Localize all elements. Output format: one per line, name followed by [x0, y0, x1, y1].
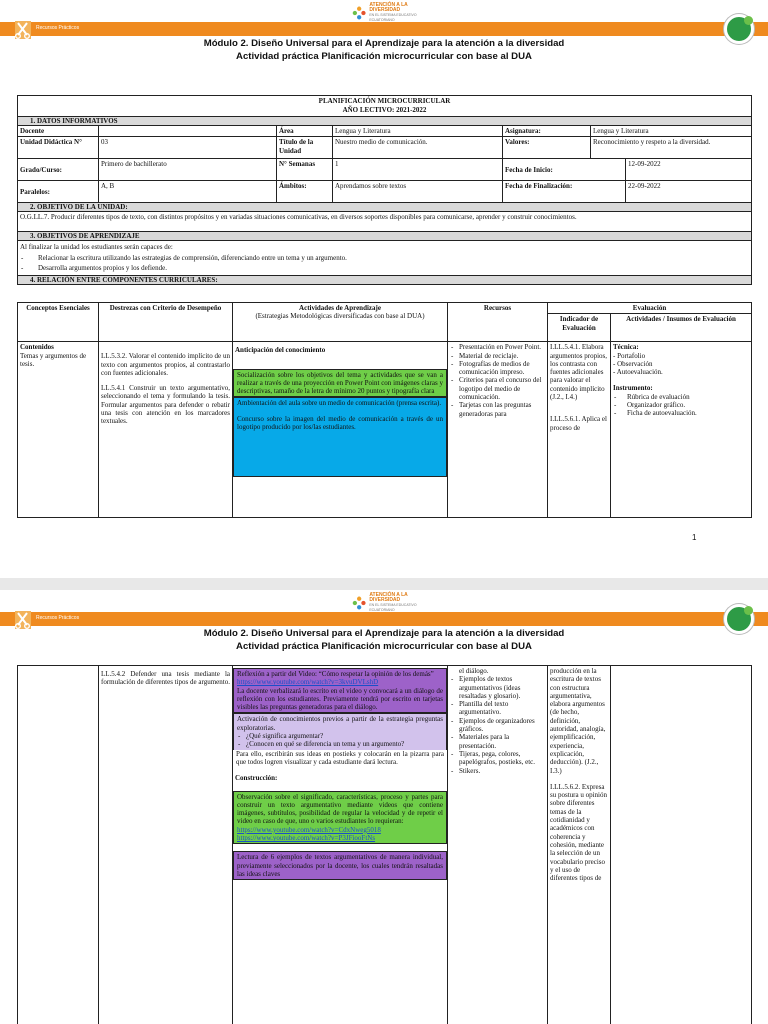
activity-socializacion: Socialización sobre los objetivos del tema y actividades que se van a realizar a través de una proyección en Power Point con imágenes claras y descriptivas, tamaño de la letra de mínimo 20 puntos y tipografía clara: [233, 369, 447, 398]
recurso-continued: el diálogo.: [459, 667, 489, 675]
curricular-table-continued: [17, 665, 752, 1024]
activity-title: Actividad práctica Planificación microcurricular con base al DUA: [236, 641, 532, 652]
activity-lectura: Lectura de 6 ejemplos de textos argumentativos de manera individual, previamente seleccionados por la docente, los cuales tendrán resaltadas las ideas claves: [233, 851, 447, 880]
titulo-value: Nuestro medio de comunicación.: [333, 137, 503, 159]
docente-row: [18, 126, 752, 137]
page-gap: [0, 578, 768, 590]
logo-title: ATENCIÓN A LA DIVERSIDAD: [369, 592, 408, 603]
paralelos-row: [18, 181, 752, 203]
planning-table: [17, 95, 752, 285]
col-recursos: Recursos: [448, 303, 548, 342]
instrumento-item: - Rúbrica de evaluación: [613, 393, 749, 401]
contenidos-value: Temas y argumentos de tesis.: [20, 351, 87, 368]
logo-title: ATENCIÓN A LA DIVERSIDAD: [369, 2, 408, 13]
tecnica-label: Técnica:: [613, 343, 639, 352]
activity-ambientacion-text: Ambientación del aula sobre un medio de comunicación (prensa escrita).: [237, 399, 442, 408]
unidad-label: Unidad Didáctica N°: [18, 137, 99, 159]
unidad-row: [18, 137, 752, 159]
col-actividades: Actividades de Aprendizaje: [299, 304, 381, 312]
fin-label: Fecha de Finalización:: [503, 181, 626, 203]
area-value: Lengua y Literatura: [333, 126, 503, 137]
activity-title: Actividad práctica Planificación microcurricular con base al DUA: [236, 51, 532, 62]
activity-video-text-2: La docente verbalizará lo escrito en el video y convocará a un diálogo de reflexión con los estudiantes. Previamente tendrá por escrito en tarjetas visibles las preguntas generadoras para el diálogo.: [237, 686, 443, 712]
band-label: Recursos Prácticos: [36, 25, 80, 31]
area-label: Área: [277, 126, 333, 137]
semanas-value: 1: [333, 159, 503, 181]
docente-label: Docente: [18, 126, 99, 137]
construccion-heading: Construcción:: [235, 774, 278, 783]
section-2-row: [18, 203, 752, 212]
indicador-1: I.LL.5.4.1. Elabora argumentos propios, los contrasta con fuentes adicionales para valorar el contenido implícito (J.2., I.4.): [550, 343, 608, 402]
conceptos-cell: [18, 666, 99, 1024]
indicador-3: I.LL.5.6.2. Expresa su postura u opinión sobre diferentes temas de la cotidianidad y académicos con coherencia y cohesión, mediante la selección de un vocabulario preciso y el uso de diferentes tipos de: [550, 782, 607, 883]
activity-preguntas: [233, 713, 447, 749]
curricular-content-row: [18, 342, 752, 518]
inicio-label: Fecha de Inicio:: [503, 159, 626, 181]
col-indicador: Indicador de Evaluación: [548, 314, 611, 342]
section-4-row: [18, 275, 752, 284]
tecnica-item: - Autoevaluación.: [613, 368, 663, 377]
destreza-3: LL.5.4.2 Defender una tesis mediante la formulación de diferentes tipos de argumento.: [101, 670, 230, 687]
semanas-label: N° Semanas: [277, 159, 333, 181]
school-year: AÑO LECTIVO: 2021-2022: [342, 106, 427, 114]
band-label: Recursos Prácticos: [36, 615, 80, 621]
grado-row: [18, 159, 752, 181]
header-band: [0, 22, 768, 36]
pregunta-item: - ¿Qué significa argumentar?: [237, 732, 443, 740]
contenidos-label: Contenidos: [20, 343, 54, 352]
col-conceptos: Conceptos Esenciales: [18, 303, 99, 342]
activity-preguntas-intro: Activación de conocimientos previos a partir de la estrategia preguntas exploratorias.: [237, 715, 443, 732]
activity-observacion: [233, 791, 447, 845]
asignatura-value: Lengua y Literatura: [591, 126, 752, 137]
pregunta-item: - ¿Conocen en qué se diferencia un tema y un argumento?: [237, 740, 443, 748]
module-title: Módulo 2. Diseño Universal para el Aprendizaje para la atención a la diversidad: [203, 628, 565, 639]
tecnica-item: - Observación: [613, 359, 653, 368]
unidad-value: 03: [99, 137, 277, 159]
section-2-title: 2. OBJETIVO DE LA UNIDAD:: [18, 203, 752, 212]
document-page-2: [0, 590, 768, 1024]
col-insumos: Actividades / Insumos de Evaluación: [611, 314, 752, 342]
recurso-item: - Material de reciclaje.: [450, 352, 545, 360]
col-destrezas: Destrezas con Criterio de Desempeño: [99, 303, 233, 342]
activity-video-reflexion: [233, 668, 447, 713]
section-1-title: 1. DATOS INFORMATIVOS: [18, 117, 752, 126]
recurso-item: - Ejemplos de organizadores gráficos.: [450, 717, 545, 734]
titulo-label: Título de la Unidad: [277, 137, 333, 159]
indicador-2: I.LL.5.6.1. Aplica el proceso de: [550, 415, 607, 432]
ambitos-label: Ámbitos:: [277, 181, 333, 203]
module-title: Módulo 2. Diseño Universal para el Aprendizaje para la atención a la diversidad: [203, 38, 565, 49]
video-link-1[interactable]: https://www.youtube.com/watch?v=3kvuDVLshD: [237, 678, 379, 687]
recurso-item: - Tarjetas con las preguntas generadoras para: [450, 401, 545, 418]
curricular-continued-row: [18, 666, 752, 1024]
instrumento-item: - Organizador gráfico.: [613, 401, 749, 409]
logo-subtitle: EN EL SISTEMA EDUCATIVO ECUATORIANO: [369, 603, 417, 612]
insumos-cell: [611, 666, 752, 1024]
oa-intro: Al finalizar la unidad los estudiantes serán capaces de:: [20, 243, 173, 252]
activity-ambientacion: [233, 397, 447, 477]
curricular-header-row: [18, 303, 752, 314]
section-4-title: 4. RELACIÓN ENTRE COMPONENTES CURRICULARES:: [18, 275, 752, 284]
recurso-item: - Plantilla del texto argumentativo.: [450, 700, 545, 717]
plan-title: PLANIFICACIÓN MICROCURRICULAR: [318, 97, 451, 105]
oa-item: - Desarrolla argumentos propios y los defiende.: [20, 263, 749, 274]
activity-video-text: Reflexión a partir del Video: “Cómo respetar la opinión de los demás”: [237, 670, 434, 678]
section-1-row: [18, 117, 752, 126]
grado-label: Grado/Curso:: [18, 159, 99, 181]
destreza-1: LL.5.3.2. Valorar el contenido implícito de un texto con argumentos propios, al contrastarlo con fuentes adicionales.: [101, 352, 230, 377]
diversity-logo-icon: [352, 3, 366, 23]
recurso-item: - Materiales para la presentación.: [450, 733, 545, 750]
activity-concurso-text: Concurso sobre la imagen del medio de comunicación a través de un logotipo producido por los/las estudiantes.: [237, 414, 443, 432]
scissors-logo-icon: [14, 20, 32, 40]
recurso-item: - Presentación en Power Point.: [450, 343, 545, 351]
grado-value: Primero de bachillerato: [99, 159, 277, 181]
curricular-table: [17, 302, 752, 518]
scissors-logo-icon: [14, 610, 32, 630]
header-band: [0, 612, 768, 626]
plan-title-row: [18, 96, 752, 117]
recurso-item: - Fotografías de medios de comunicación impreso.: [450, 360, 545, 377]
diversity-logo-icon: [352, 593, 366, 613]
recurso-item: - Criterios para el concurso del logotipo del medio de comunicación.: [450, 376, 545, 401]
section-3-title: 3. OBJETIVOS DE APRENDIZAJE: [18, 232, 752, 241]
activity-observacion-text: Observación sobre el significado, características, proceso y partes para construir un texto argumentativo mediante videos que contiene imágenes, subtítulos, posibilidad de regular la velocidad y de repetir el video en caso de que, uno o varios estudiantes lo requieran:: [237, 792, 443, 826]
destreza-2: LL.5.4.1 Construir un texto argumentativo, seleccionando el tema y formulando la tesis. Formular argumentos para defender o rebatir una tesis con atención en los marcadores textuales.: [101, 384, 230, 426]
asignatura-label: Asignatura:: [503, 126, 591, 137]
instrumento-label: Instrumento:: [613, 384, 653, 393]
objetivo-row: [18, 212, 752, 232]
section-3-row: [18, 232, 752, 241]
activity-postieks: Para ello, escribirán sus ideas en postieks y colocarán en la pizarra para que todos logren visualizar y cada estudiante dará lectura.: [236, 749, 444, 766]
recurso-item: - Stikers.: [450, 767, 545, 775]
page-number: 1: [692, 533, 697, 542]
video-link-2[interactable]: https://www.youtube.com/watch?v=CdxNweg5018: [237, 825, 381, 834]
recurso-item: - Tijeras, pega, colores, papelógrafos, postieks, etc.: [450, 750, 545, 767]
recurso-item: - Ejemplos de textos argumentativos (ideas resaltadas y glosario).: [450, 675, 545, 700]
col-actividades-sub: (Estrategias Metodológicas diversificadas con base al DUA): [255, 312, 425, 321]
fin-value: 22-09-2022: [626, 181, 752, 203]
diversity-logo: [352, 2, 422, 24]
inicio-value: 12-09-2022: [626, 159, 752, 181]
instrumento-item: - Ficha de autoevaluación.: [613, 409, 749, 417]
video-link-3[interactable]: https://www.youtube.com/watch?v=P3JFiooFtNs: [237, 834, 376, 843]
objetivos-aprendizaje-row: [18, 241, 752, 276]
indicador-2-continued: producción en la escritura de textos con estructura argumentativa, elabora argumentos (de hecho, definición, autoridad, analogía, ejemplificación, experiencia, explicación, deducción). (J.2., I.3.): [550, 667, 606, 775]
paralelos-value: A, B: [99, 181, 277, 203]
oa-item: - Relacionar la escritura utilizando las estrategias de comprensión, diferenciando entre un tema y un argumento.: [20, 253, 749, 264]
anticipacion-heading: Anticipación del conocimiento: [235, 346, 326, 355]
docente-value: [99, 126, 277, 137]
valores-value: Reconocimiento y respeto a la diversidad.: [591, 137, 752, 159]
logo-subtitle: EN EL SISTEMA EDUCATIVO ECUATORIANO: [369, 13, 417, 22]
col-evaluacion: Evaluación: [548, 303, 752, 314]
valores-label: Valores:: [503, 137, 591, 159]
objetivo-text: O.G.LL.7. Producir diferentes tipos de texto, con distintos propósitos y en variadas situaciones comunicativas, en diversos soportes disponibles para comunicarse, aprender y construir conocimientos.: [18, 212, 752, 232]
tecnica-item: - Portafolio: [613, 351, 646, 360]
ambitos-value: Aprendamos sobre textos: [333, 181, 503, 203]
diversity-logo: [352, 592, 422, 614]
paralelos-label: Paralelos:: [18, 181, 99, 203]
